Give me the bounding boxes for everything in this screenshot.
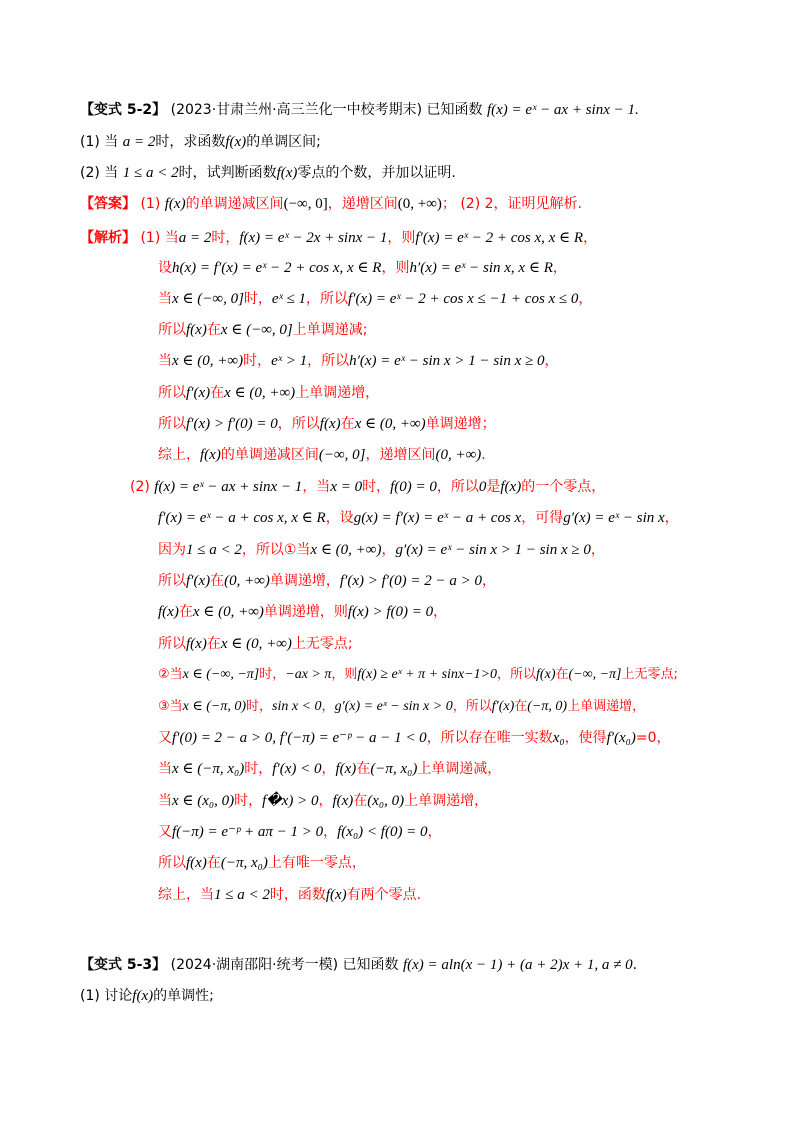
analysis-line-9 [130, 477, 800, 497]
q1-fx: f(x) [225, 134, 247, 150]
t: 在 [206, 855, 221, 871]
t: 在 [353, 793, 368, 809]
t: ，所以 [306, 291, 349, 307]
t: ， [427, 824, 442, 840]
m: h(x) = f′(x) = eˣ − 2 + cos x, x ∈ R [172, 260, 382, 276]
t: ， [381, 542, 396, 558]
m: 1 ≤ a < 2 [186, 542, 242, 558]
analysis-line-7 [158, 414, 800, 434]
t: ，所以①当 [241, 542, 311, 558]
t: 在 [210, 385, 225, 401]
m: f(x) [500, 479, 522, 495]
analysis-line-11 [158, 540, 800, 560]
problem-label: 【变式 5-2】 [80, 102, 167, 118]
m: f(x) [186, 855, 207, 871]
analysis-line-12 [158, 571, 800, 591]
m: g′(x) = eˣ − sin x [563, 510, 665, 526]
m: 1 ≤ a < 2 [214, 887, 270, 903]
t: ，设 [325, 510, 354, 526]
m: x ∈ (0, +∞) [192, 604, 264, 620]
t: ，则 [381, 260, 410, 276]
answer-t3: ； (2) 2，证明见解析. [441, 196, 582, 212]
m: f(−π) = e⁻ᵖ + aπ − 1 > 0 [172, 824, 324, 840]
problem-52-header [80, 100, 800, 120]
answer-fx: f(x) [164, 196, 186, 212]
problem-53-q1 [80, 986, 800, 1006]
m: f′(x) [491, 699, 515, 714]
t: 单调递增； [425, 416, 496, 432]
analysis-line-5 [158, 351, 800, 371]
t: ，使得 [564, 730, 607, 746]
t: 在 [356, 761, 371, 777]
m: f′(x) [186, 573, 211, 589]
t: 时， [244, 761, 273, 777]
m: x ∈ (x₀, 0) [172, 793, 235, 809]
t: ， [433, 604, 448, 620]
t: . [481, 447, 486, 463]
t: ， [321, 761, 336, 777]
m: f′(x₀) [606, 730, 636, 746]
t: 所以 [158, 322, 186, 338]
m: f′(x) > f′(0) = 2 − a > 0 [339, 573, 482, 589]
m: sin x < 0 [272, 699, 322, 714]
analysis-line-13 [158, 602, 800, 622]
t: 的一个零点， [521, 479, 606, 495]
t: 综上， [158, 447, 200, 463]
t: ， [544, 353, 559, 369]
m: (−π, x₀) [220, 855, 268, 871]
problem-52-q1 [80, 132, 800, 152]
m: x = 0 [330, 479, 363, 495]
answer-t1: 的单调递减区间 [185, 196, 284, 212]
m: x ∈ (−π, 0) [182, 699, 247, 714]
t: 上单调递减， [417, 761, 502, 777]
t: 上无零点; [621, 667, 678, 682]
m: x ∈ (0, +∞) [224, 385, 296, 401]
t: 时， [211, 230, 240, 246]
t: (2) [130, 479, 150, 495]
q2-prefix: (2) 当 [80, 165, 119, 181]
m: (0, +∞) [224, 573, 270, 589]
t: 上单调递增， [404, 793, 489, 809]
problem-source: (2024·湖南邵阳·统考一模) 已知函数 [170, 957, 399, 973]
t: ，可得 [521, 510, 564, 526]
analysis-label: 【解析】 [80, 230, 136, 246]
t: ， [321, 699, 335, 714]
m: f′(x) [186, 385, 211, 401]
t: ，所以存在唯一实数 [426, 730, 553, 746]
m: (−π, x₀) [370, 761, 418, 777]
t: 所以 [158, 573, 186, 589]
q2-math: 1 ≤ a < 2 [122, 165, 179, 181]
t: ， [481, 573, 496, 589]
t: 上有唯一零点， [267, 855, 366, 871]
t: 在 [206, 322, 221, 338]
t: 在 [555, 667, 569, 682]
m: x ∈ (0, +∞) [354, 416, 426, 432]
analysis-line-1 [80, 228, 800, 248]
analysis-line-4 [158, 320, 800, 340]
t: ，所以 [436, 479, 479, 495]
m: f(x) [200, 447, 221, 463]
t: 又 [158, 730, 172, 746]
t: =0， [635, 730, 671, 746]
m: f′(x) = eˣ − 2 + cos x ≤ −1 + cos x ≤ 0 [348, 291, 579, 307]
m: x ∈ (−∞, 0] [172, 291, 244, 307]
m: f′(0) = 2 − a > 0, f′(−π) = e⁻ᵖ − a − 1 < 0 [172, 730, 427, 746]
m: f(x) [158, 604, 179, 620]
q1-math: a = 2 [122, 134, 156, 150]
t: ， [552, 260, 567, 276]
m: (−∞, 0] [318, 447, 366, 463]
problem-function: f(x) = eˣ − ax + sinx − 1. [486, 102, 639, 118]
t: 当 [158, 761, 172, 777]
answer-t2: ，递增区间 [327, 196, 398, 212]
t: 当 [158, 793, 172, 809]
t: 有两个零点. [346, 887, 422, 903]
answer-part1: (1) [140, 196, 161, 212]
m: x ∈ (−π, x₀) [172, 761, 245, 777]
t: ，所以 [452, 699, 492, 714]
t: 上单调递减; [292, 322, 368, 338]
t: 时， [259, 667, 286, 682]
t: 当 [158, 353, 172, 369]
m: f′(x) > f′(0) = 0 [186, 416, 278, 432]
problem-label: 【变式 5-3】 [80, 957, 167, 973]
m: f(x) [325, 887, 347, 903]
problem-52-q2 [80, 163, 800, 183]
t: 在 [206, 636, 221, 652]
t: 是 [486, 479, 501, 495]
t: 综上，当 [158, 887, 214, 903]
q1-tail: 的单调性; [153, 988, 214, 1004]
m: x ∈ (−∞, 0] [220, 322, 293, 338]
m: (−π, 0) [527, 699, 568, 714]
t: ③当 [158, 699, 183, 714]
analysis-line-20 [158, 822, 800, 842]
t: ， [583, 230, 598, 246]
m: (x₀, 0) [367, 793, 405, 809]
analysis-line-18 [158, 759, 800, 779]
t: ，递增区间 [365, 447, 436, 463]
m: −ax > π [285, 667, 332, 682]
m: f′(x) < 0 [272, 761, 322, 777]
t: 设 [158, 260, 172, 276]
analysis-line-21 [158, 853, 800, 873]
q1-fx: f(x) [132, 988, 154, 1004]
t: 当 [158, 291, 172, 307]
t: ， [318, 793, 333, 809]
t: 单调递增， [269, 573, 340, 589]
answer-i1: (−∞, 0] [283, 196, 328, 212]
q2-text: 时，试判断函数 [178, 165, 277, 181]
m: f(x) = eˣ − ax + sinx − 1 [154, 479, 303, 495]
m: f′(x) = eˣ − a + cos x, x ∈ R [158, 510, 326, 526]
m: f(x) > f(0) = 0 [347, 604, 434, 620]
analysis-line-14 [158, 634, 800, 654]
m: f′(x) = eˣ − 2 + cos x, x ∈ R [415, 230, 584, 246]
m: x ∈ (0, +∞) [220, 636, 292, 652]
t: 时， [246, 699, 273, 714]
function-tail: . [632, 957, 638, 973]
t: ，当 [302, 479, 331, 495]
t: 在 [340, 416, 355, 432]
analysis-line-2 [158, 258, 800, 278]
m: f(x) [335, 761, 357, 777]
m: f(x) ≥ eˣ + π + sinx−1>0 [357, 667, 498, 682]
q1-text: 时，求函数 [155, 134, 226, 150]
t: 在 [210, 573, 225, 589]
m: x ∈ (0, +∞) [310, 542, 382, 558]
m: h′(x) = eˣ − sin x, x ∈ R [409, 260, 553, 276]
m: g′(x) = eˣ − sin x > 0 [334, 699, 453, 714]
problem-53-header [80, 955, 800, 975]
m: f(x) [332, 793, 354, 809]
t: 上单调递增， [295, 385, 380, 401]
m: f�x) > 0 [262, 793, 319, 809]
m: 0 [478, 479, 487, 495]
m: eˣ ≤ 1 [271, 291, 307, 307]
t: ， [578, 291, 593, 307]
analysis-line-16 [158, 697, 800, 717]
q1-prefix: (1) 当 [80, 134, 119, 150]
m: f(x) [536, 667, 556, 682]
m: g(x) = f′(x) = eˣ − a + cos x [353, 510, 522, 526]
m: f(x₀) < f(0) = 0 [337, 824, 428, 840]
t: 时， [234, 793, 263, 809]
t: 上无零点; [291, 636, 353, 652]
answer-i2: (0, +∞) [397, 196, 442, 212]
t: ，则 [331, 667, 358, 682]
t: ，所以 [497, 667, 537, 682]
t: 时， [362, 479, 391, 495]
t: 在 [178, 604, 193, 620]
m: f(0) = 0 [390, 479, 437, 495]
t: 单调递增，则 [263, 604, 348, 620]
m: (−∞, −π] [568, 667, 622, 682]
t: ， [323, 824, 338, 840]
t: 的单调递减区间 [220, 447, 319, 463]
t: 所以 [158, 855, 186, 871]
t: 在 [514, 699, 528, 714]
q1-prefix: (1) 讨论 [80, 988, 133, 1004]
analysis-line-22 [158, 885, 800, 905]
m: a = 2 [178, 230, 212, 246]
problem-source: (2023·甘肃兰州·高三兰化一中校考期末) 已知函数 [170, 102, 483, 118]
t: 又 [158, 824, 172, 840]
t: ，则 [387, 230, 416, 246]
t: 时，函数 [269, 887, 326, 903]
answer-line [80, 194, 800, 214]
t: 因为 [158, 542, 186, 558]
m: f(x) = eˣ − 2x + sinx − 1 [239, 230, 388, 246]
t: ，所以 [307, 353, 350, 369]
t: ，所以 [277, 416, 320, 432]
m: h′(x) = eˣ − sin x > 1 − sin x ≥ 0 [349, 353, 545, 369]
m: eˣ > 1 [271, 353, 308, 369]
analysis-line-3 [158, 289, 800, 309]
q2-tail: 零点的个数，并加以证明. [297, 165, 456, 181]
q1-tail: 的单调区间; [246, 134, 321, 150]
m: x₀ [552, 730, 565, 746]
q2-fx: f(x) [276, 165, 298, 181]
t: ②当 [158, 667, 183, 682]
m: x ∈ (0, +∞) [172, 353, 244, 369]
t: 所以 [158, 636, 186, 652]
analysis-line-6 [158, 383, 800, 403]
m: g′(x) = eˣ − sin x > 1 − sin x ≥ 0 [395, 542, 591, 558]
m: f(x) [186, 636, 207, 652]
t: (1) 当 [140, 230, 179, 246]
problem-function: f(x) = aln(x − 1) + (a + 2)x + 1, a ≠ 0 [402, 957, 633, 973]
m: f(x) [186, 322, 207, 338]
m: (0, +∞) [435, 447, 482, 463]
analysis-line-19 [158, 791, 800, 811]
t: ， [664, 510, 679, 526]
answer-label: 【答案】 [80, 196, 136, 212]
analysis-line-8 [158, 445, 800, 465]
t: ， [590, 542, 605, 558]
t: 所以 [158, 416, 186, 432]
analysis-line-10 [158, 508, 800, 528]
m: f(x) [319, 416, 341, 432]
analysis-line-15 [158, 665, 800, 685]
t: 上单调递增， [567, 699, 646, 714]
m: x ∈ (−∞, −π] [182, 667, 260, 682]
analysis-line-17 [158, 728, 800, 748]
t: 时， [243, 353, 272, 369]
t: 时， [243, 291, 272, 307]
t: 所以 [158, 385, 186, 401]
